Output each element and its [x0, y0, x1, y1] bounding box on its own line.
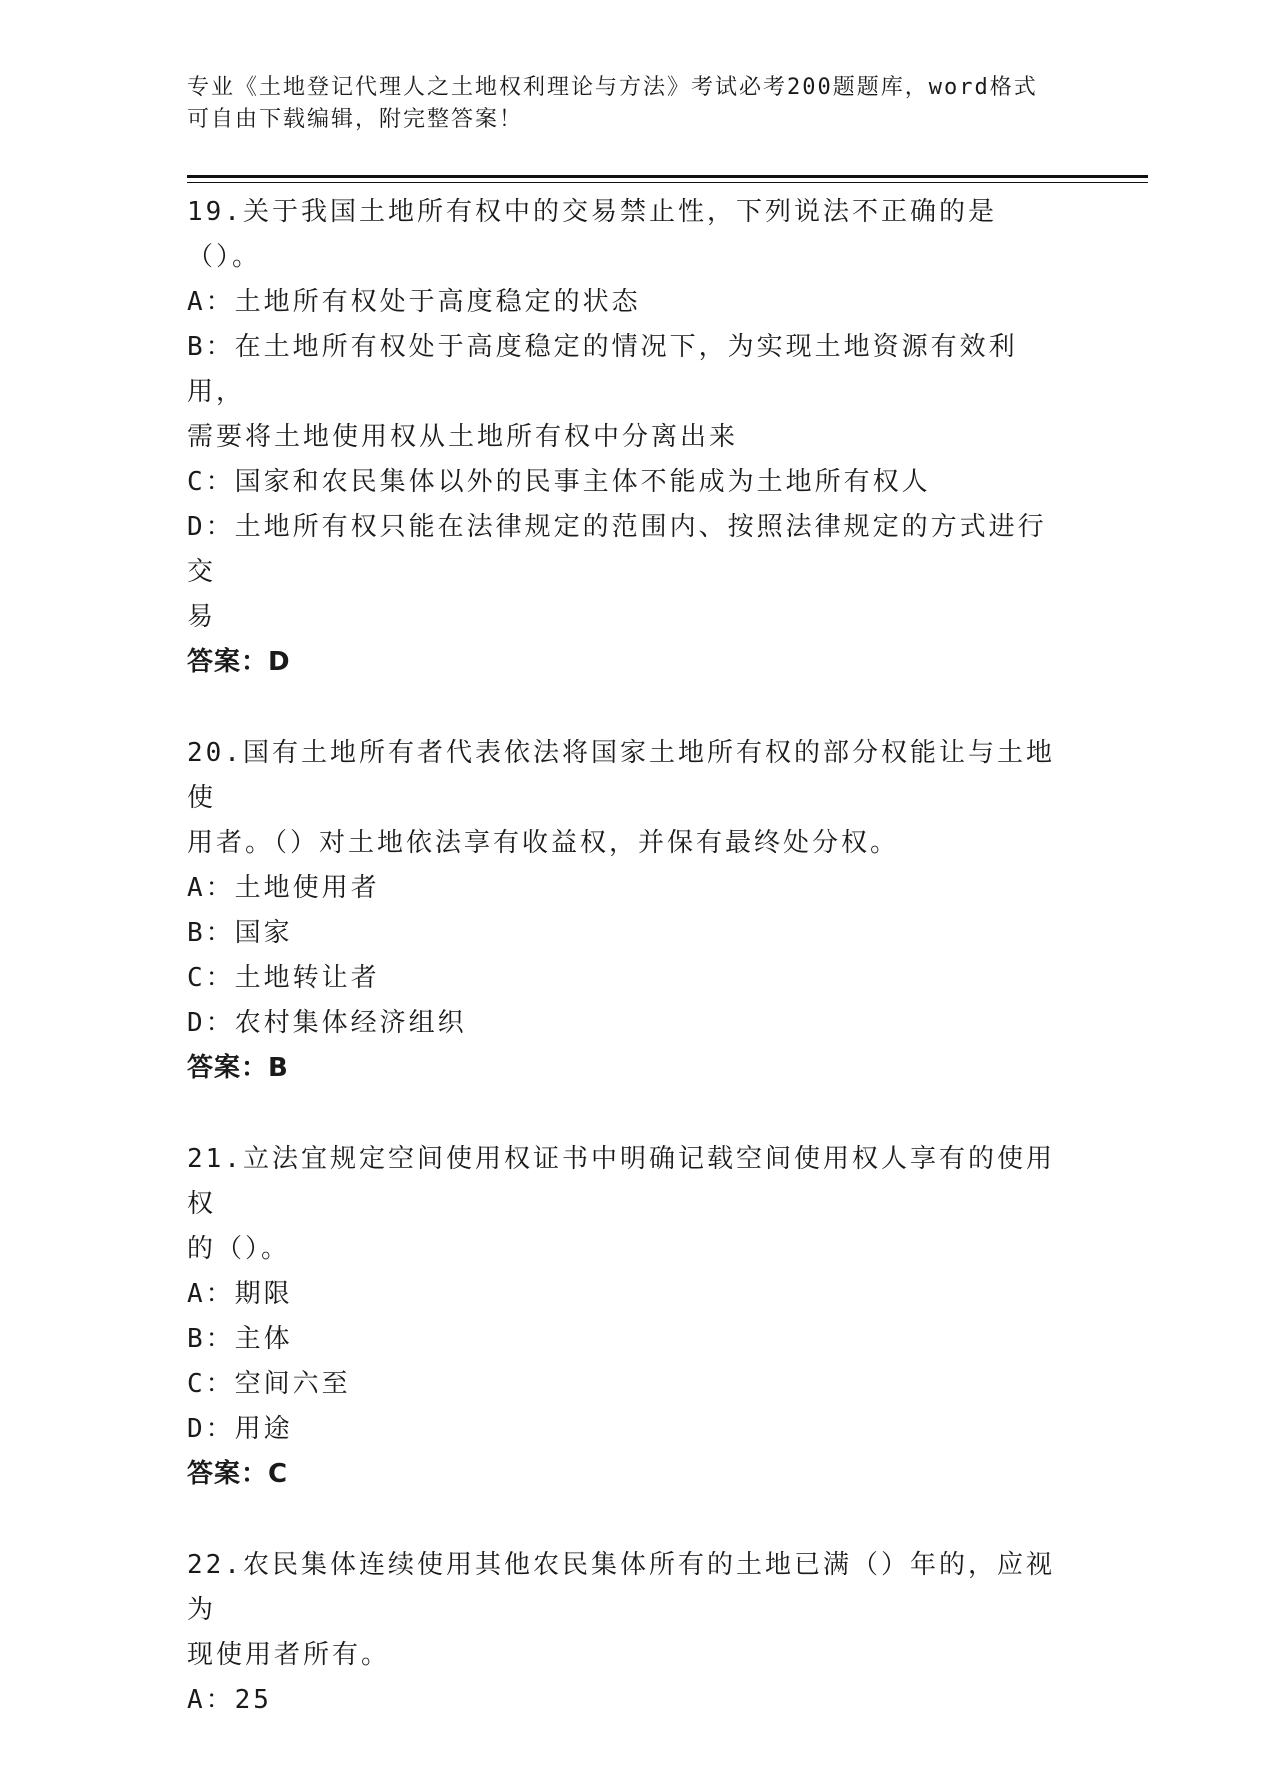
option-d: D：用途 [187, 1414, 293, 1444]
option-a: A：25 [187, 1685, 272, 1715]
question-stem-continued: 现使用者所有。 [187, 1640, 391, 1670]
answer: 答案：C [187, 1459, 289, 1489]
question-list [187, 190, 1067, 1769]
question-stem: 21.立法宜规定空间使用权证书中明确记载空间使用权人享有的使用权 [187, 1144, 1055, 1219]
question-stem-continued: 用者。（）对土地依法享有收益权，并保有最终处分权。 [187, 828, 900, 858]
option-d: D：土地所有权只能在法律规定的范围内、按照法律规定的方式进行交 [187, 512, 1047, 587]
option-d: D：农村集体经济组织 [187, 1008, 467, 1038]
question-stem: 19.关于我国土地所有权中的交易禁止性，下列说法不正确的是（）。 [187, 197, 997, 272]
option-a: A：土地使用者 [187, 873, 380, 903]
option-d-continued: 易 [187, 602, 217, 632]
answer: 答案：D [187, 647, 291, 677]
question-20 [187, 731, 1067, 1091]
option-b-continued: 需要将土地使用权从土地所有权中分离出来 [187, 422, 739, 452]
answer: 答案：B [187, 1053, 289, 1083]
option-b: B：国家 [187, 918, 293, 948]
question-19 [187, 190, 1067, 685]
question-stem-continued: 的（）。 [187, 1234, 291, 1264]
option-a: A：土地所有权处于高度稳定的状态 [187, 287, 641, 317]
option-a: A：期限 [187, 1279, 293, 1309]
document-header [187, 72, 1067, 136]
question-22 [187, 1543, 1067, 1723]
header-rule-thin [187, 182, 1148, 183]
question-stem: 20.国有土地所有者代表依法将国家土地所有权的部分权能让与土地使 [187, 738, 1055, 813]
option-b: B：主体 [187, 1324, 293, 1354]
header-rule-thick [187, 175, 1148, 178]
question-21 [187, 1137, 1067, 1497]
header-line-1: 专业《土地登记代理人之土地权利理论与方法》考试必考200题题库，word格式 [187, 75, 1038, 100]
header-line-2: 可自由下载编辑，附完整答案！ [187, 107, 524, 132]
option-c: C：国家和农民集体以外的民事主体不能成为土地所有权人 [187, 467, 931, 497]
option-b: B：在土地所有权处于高度稳定的情况下，为实现土地资源有效利用， [187, 332, 1018, 407]
option-c: C：土地转让者 [187, 963, 380, 993]
question-stem: 22.农民集体连续使用其他农民集体所有的土地已满（）年的，应视为 [187, 1550, 1055, 1625]
option-c: C：空间六至 [187, 1369, 351, 1399]
